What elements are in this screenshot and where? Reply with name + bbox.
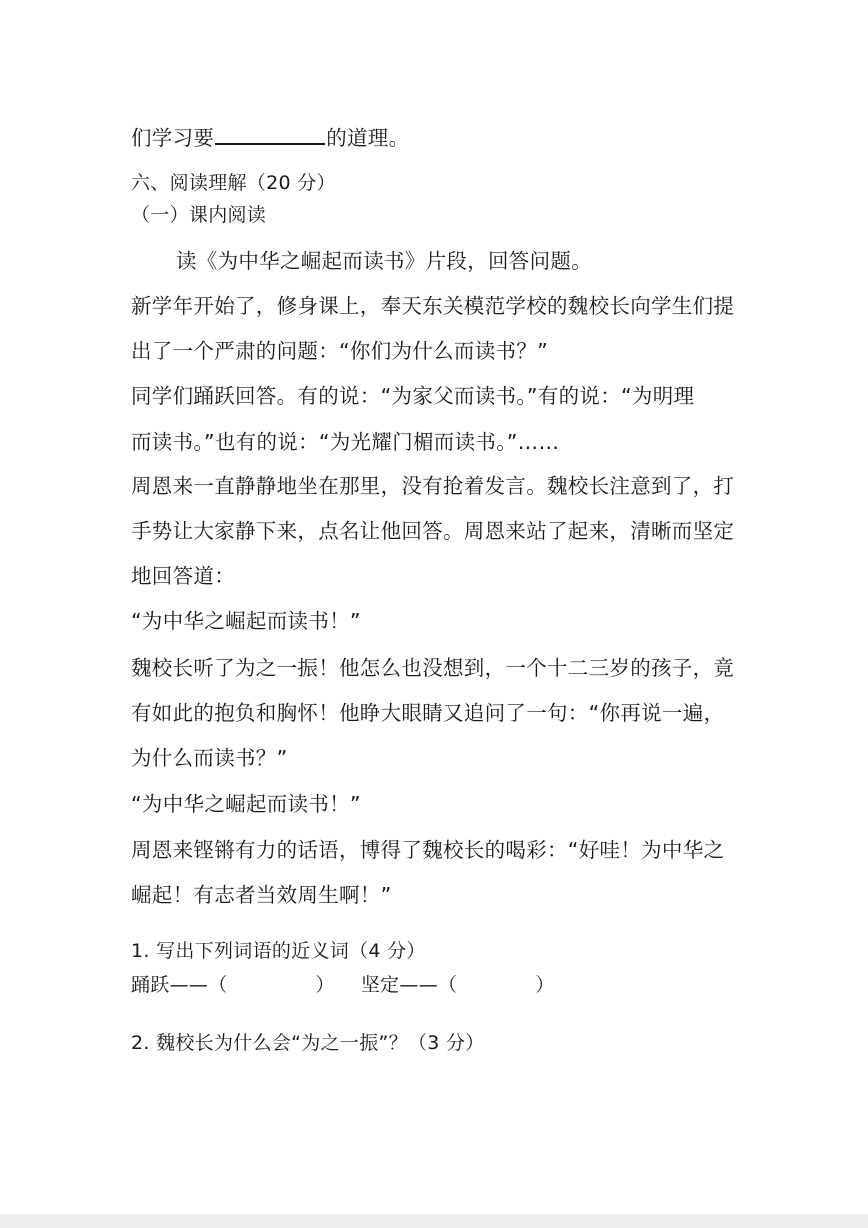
reading-instruction: 读《为中华之崛起而读书》片段，回答问题。 (176, 249, 592, 273)
synonym-item-label: 坚定——（ (360, 974, 458, 996)
passage-line: 崛起！有志者当效周生啊！” (131, 883, 392, 907)
passage-line: 有如此的抱负和胸怀！他睁大眼睛又追问了一句：“你再说一遍， (131, 701, 725, 725)
synonym-item-close: ） (315, 974, 335, 996)
passage-line: 手势让大家静下来，点名让他回答。周恩来站了起来，清晰而坚定 (131, 519, 735, 543)
synonym-item-label: 踊跃——（ (131, 974, 228, 996)
question-1-prompt: 1. 写出下列词语的近义词（4 分） (131, 940, 426, 962)
passage-line: 魏校长听了为之一振！他怎么也没想到，一个十二三岁的孩子，竟 (131, 656, 735, 680)
question-2-prompt: 2. 魏校长为什么会“为之一振”？（3 分） (131, 1032, 485, 1054)
answer-blank[interactable] (215, 123, 325, 145)
passage-line: 周恩来铿锵有力的话语，博得了魏校长的喝彩：“好哇！为中华之 (131, 838, 725, 862)
passage-line: 同学们踊跃回答。有的说：“为家父而读书。”有的说：“为明理 (131, 384, 695, 408)
synonym-item-close: ） (535, 974, 555, 996)
passage-line: 出了一个严肃的问题：“你们为什么而读书？” (131, 339, 549, 363)
passage-line: 地回答道： (131, 564, 235, 588)
question-1-items (131, 971, 555, 999)
passage-line: “为中华之崛起而读书！” (131, 792, 361, 816)
passage-line: 周恩来一直静静地坐在那里，没有抢着发言。魏校长注意到了，打 (131, 474, 735, 498)
passage-line: 为什么而读书？” (131, 746, 288, 770)
intro-text-after: 的道理。 (326, 126, 410, 150)
passage-line: 而读书。”也有的说：“为光耀门楣而读书。”…… (131, 430, 560, 454)
page-bottom-edge (0, 1214, 868, 1228)
passage-line: “为中华之崛起而读书！” (131, 609, 361, 633)
intro-fill-line (131, 123, 409, 152)
intro-text-before: 们学习要 (131, 126, 215, 150)
section-subheading: （一）课内阅读 (131, 204, 267, 226)
passage-line: 新学年开始了，修身课上，奉天东关模范学校的魏校长向学生们提 (131, 294, 735, 318)
section-heading: 六、阅读理解（20 分） (131, 172, 336, 194)
